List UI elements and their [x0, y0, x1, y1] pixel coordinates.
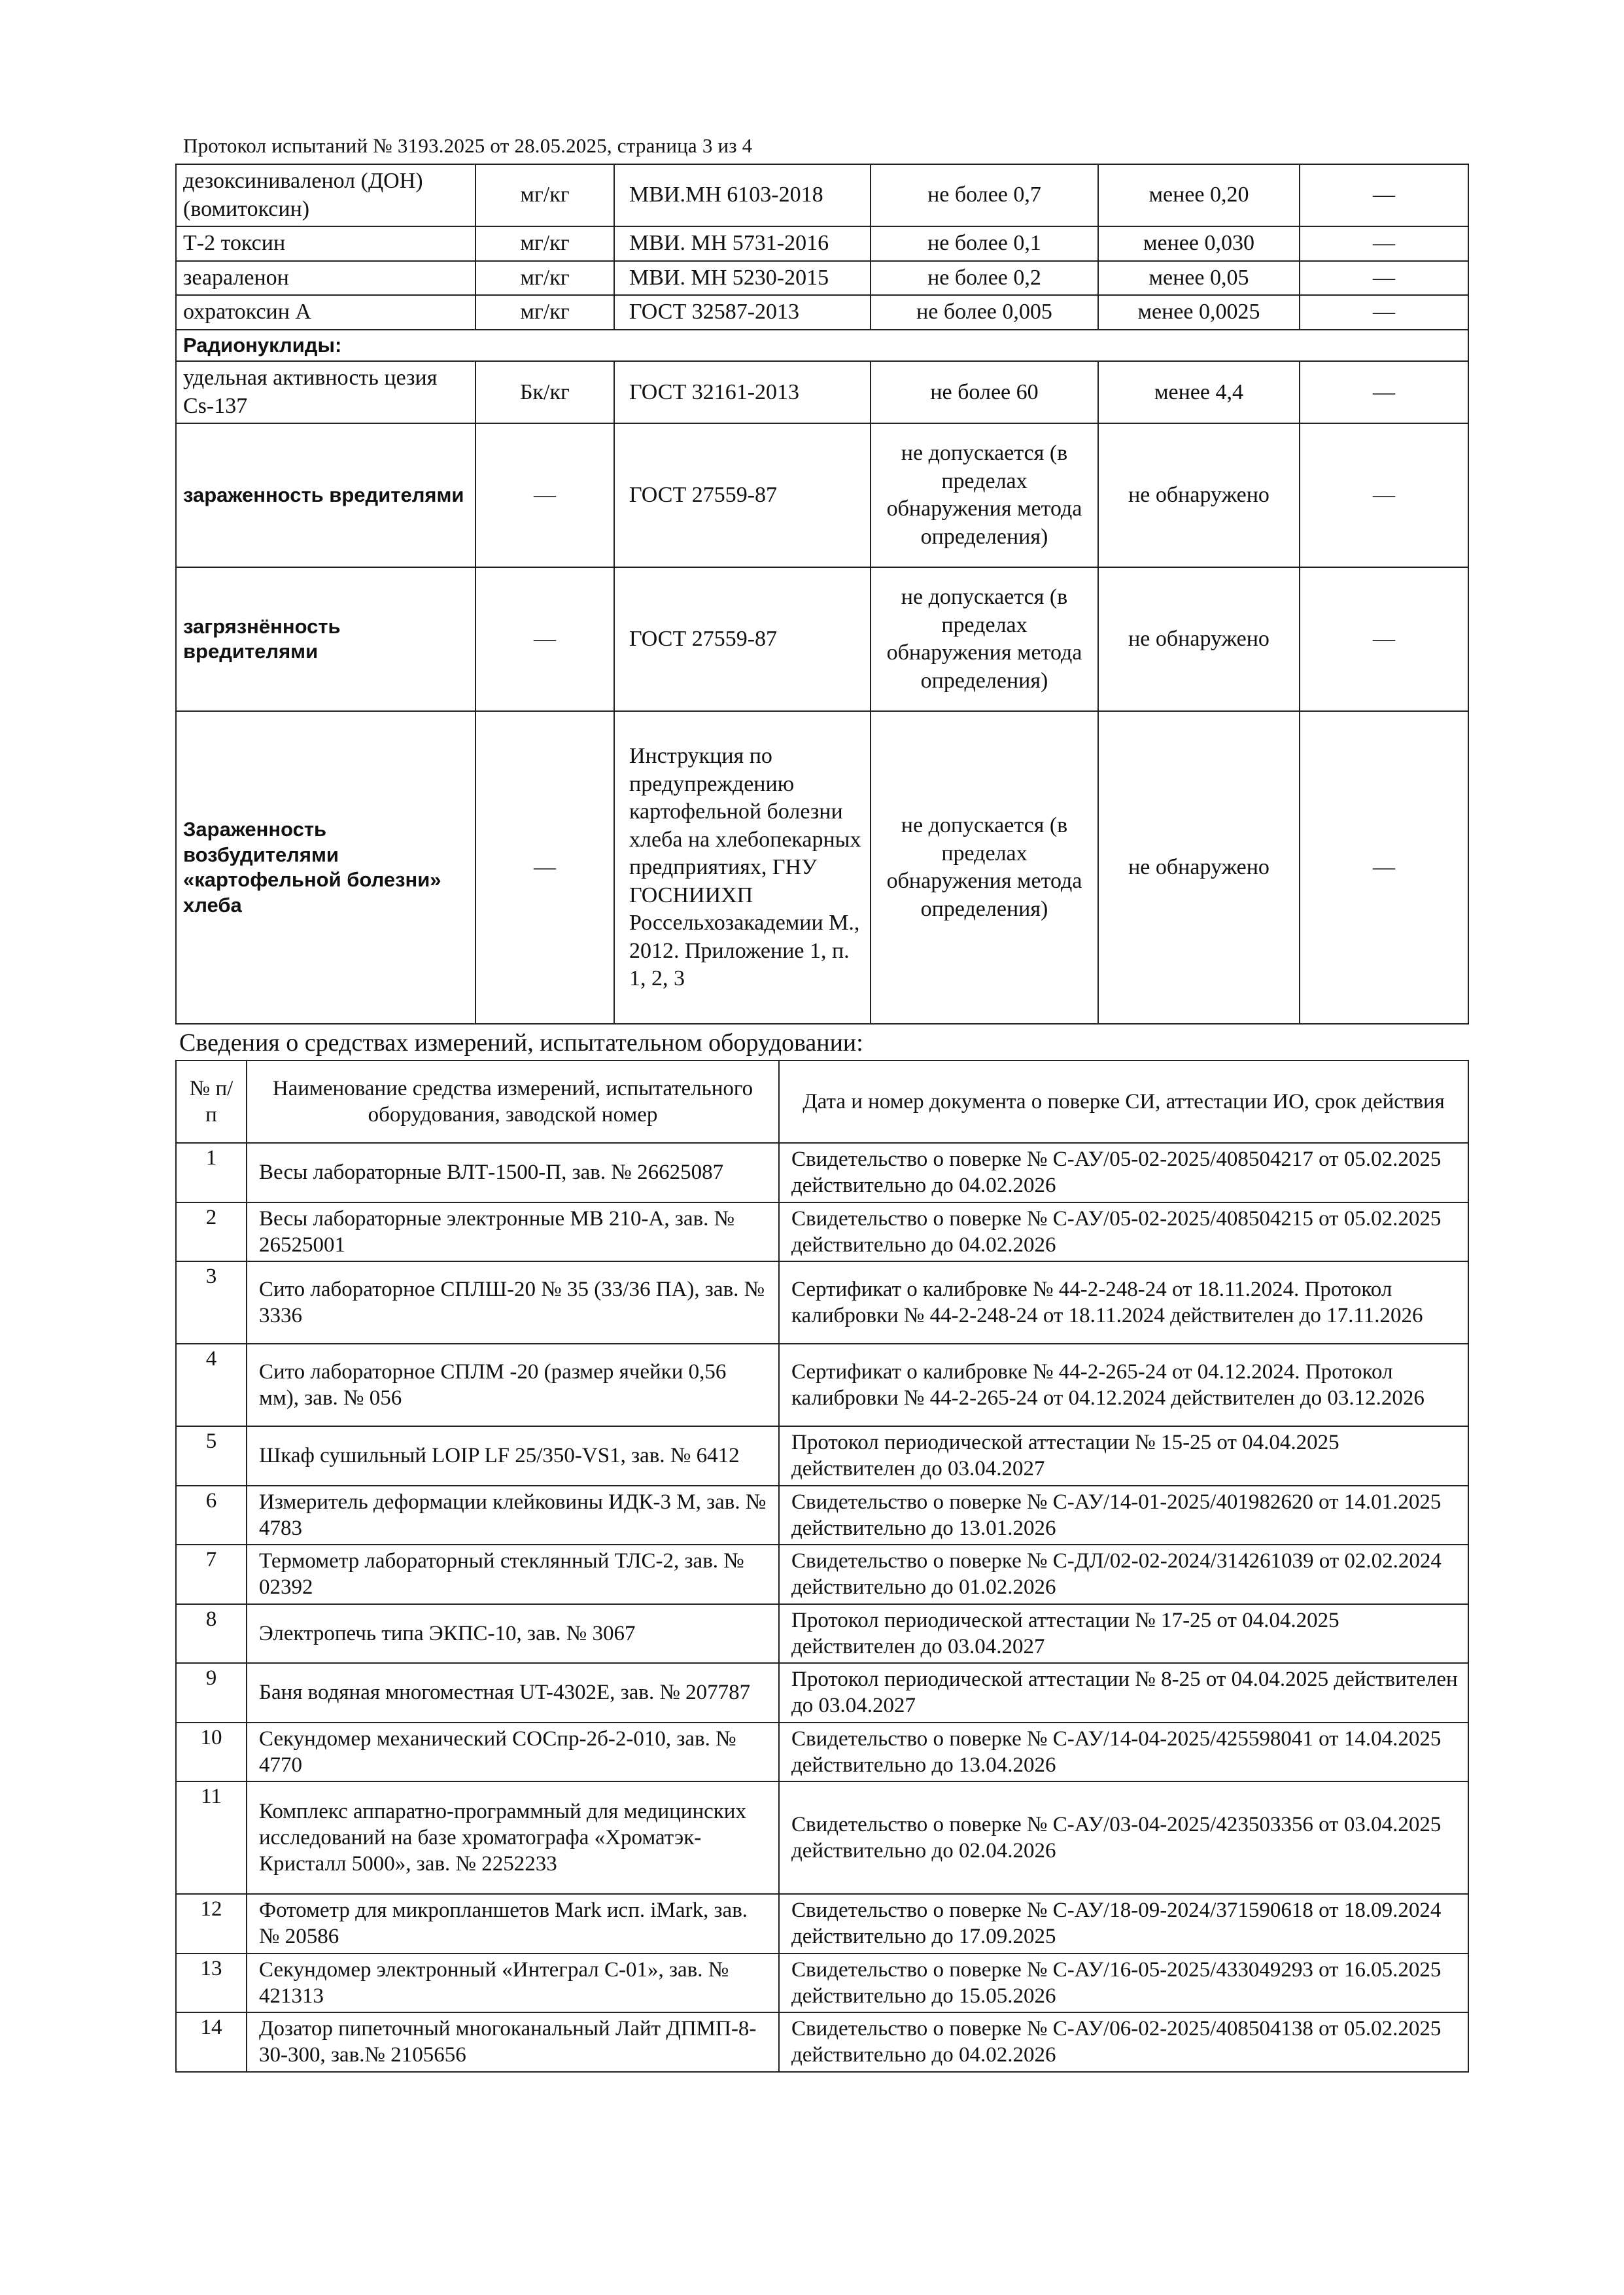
verification-doc: Свидетельство о поверке № С-ДЛ/02-02-2024/314261039 от 02.02.2024 действительно до 01.02.2026 [779, 1545, 1468, 1604]
method: МВИ. МН 5731-2016 [614, 226, 871, 261]
equipment-name: Весы лабораторные ВЛТ-1500-П, зав. № 26625087 [247, 1143, 779, 1202]
norm: не более 0,7 [871, 164, 1098, 226]
norm: не допускается (в пределах обнаружения метода определения) [871, 423, 1098, 567]
equipment-name: Секундомер механический СОСпр-2б-2-010, зав. № 4770 [247, 1723, 779, 1782]
table-row [176, 1486, 1468, 1545]
row-number: 4 [176, 1344, 247, 1426]
equipment-name: Электропечь типа ЭКПС-10, зав. № 3067 [247, 1604, 779, 1664]
verification-doc: Свидетельство о поверке № С-АУ/05-02-2025/408504217 от 05.02.2025 действительно до 04.02.2026 [779, 1143, 1468, 1202]
table-row [176, 1781, 1468, 1894]
header-doc: Дата и номер документа о поверке СИ, аттестации ИО, срок действия [779, 1060, 1468, 1143]
table-row [176, 1344, 1468, 1426]
unit: мг/кг [475, 295, 614, 330]
indicator-name: дезоксиниваленол (ДОН) (вомитоксин) [176, 164, 475, 226]
verification-doc: Свидетельство о поверке № С-АУ/14-01-2025/401982620 от 14.01.2025 действительно до 13.01.2026 [779, 1486, 1468, 1545]
verification-doc: Протокол периодической аттестации № 8-25 от 04.04.2025 действителен до 03.04.2027 [779, 1663, 1468, 1723]
verification-doc: Свидетельство о поверке № С-АУ/14-04-2025/425598041 от 14.04.2025 действительно до 13.04.2026 [779, 1723, 1468, 1782]
row-number: 9 [176, 1663, 247, 1723]
unit: — [475, 711, 614, 1024]
section-radionuclides: Радионуклиды: [176, 330, 1468, 362]
unit: Бк/кг [475, 361, 614, 423]
results-table [175, 164, 1469, 1025]
table-row [176, 1143, 1468, 1202]
dash: — [1300, 295, 1468, 330]
norm: не допускается (в пределах обнаружения метода определения) [871, 567, 1098, 711]
indicator-name: охратоксин А [176, 295, 475, 330]
header-name: Наименование средства измерений, испытательного оборудования, заводской номер [247, 1060, 779, 1143]
table-row [176, 295, 1468, 330]
verification-doc: Сертификат о калибровке № 44-2-265-24 от 04.12.2024. Протокол калибровки № 44-2-265-24 от 04.12.2024 действителен до 03.12.2026 [779, 1344, 1468, 1426]
dash: — [1300, 361, 1468, 423]
header-num: № п/п [176, 1060, 247, 1143]
result: менее 0,05 [1098, 261, 1300, 296]
table-row [176, 1723, 1468, 1782]
unit: — [475, 567, 614, 711]
dash: — [1300, 567, 1468, 711]
indicator-name: Т-2 токсин [176, 226, 475, 261]
norm: не более 0,005 [871, 295, 1098, 330]
verification-doc: Свидетельство о поверке № С-АУ/18-09-2024/371590618 от 18.09.2024 действительно до 17.09.2025 [779, 1894, 1468, 1953]
result: менее 4,4 [1098, 361, 1300, 423]
table-row [176, 1663, 1468, 1723]
table-row [176, 1604, 1468, 1664]
method: ГОСТ 27559-87 [614, 567, 871, 711]
dash: — [1300, 226, 1468, 261]
row-number: 1 [176, 1143, 247, 1202]
norm: не допускается (в пределах обнаружения метода определения) [871, 711, 1098, 1024]
result: менее 0,20 [1098, 164, 1300, 226]
method: Инструкция по предупреждению картофельной болезни хлеба на хлебопекарных предприятиях, ГНУ ГОСНИИХП Россельхозакадемии М., 2012. Приложение 1, п. 1, 2, 3 [614, 711, 871, 1024]
result: менее 0,0025 [1098, 295, 1300, 330]
indicator-name: Зараженность возбудителями «картофельной болезни» хлеба [176, 711, 475, 1024]
table-row [176, 1261, 1468, 1344]
equipment-table [175, 1060, 1469, 2073]
table-row [176, 261, 1468, 296]
dash: — [1300, 164, 1468, 226]
indicator-name: загрязнённость вредителями [176, 567, 475, 711]
unit: — [475, 423, 614, 567]
verification-doc: Свидетельство о поверке № С-АУ/03-04-2025/423503356 от 03.04.2025 действительно до 02.04.2026 [779, 1781, 1468, 1894]
equipment-name: Шкаф сушильный LOIP LF 25/350-VS1, зав. № 6412 [247, 1426, 779, 1486]
row-number: 6 [176, 1486, 247, 1545]
equipment-name: Сито лабораторное СПЛМ -20 (размер ячейки 0,56 мм), зав. № 056 [247, 1344, 779, 1426]
equipment-name: Секундомер электронный «Интеграл С-01», зав. № 421313 [247, 1953, 779, 2013]
row-number: 14 [176, 2012, 247, 2072]
equipment-name: Фотометр для микропланшетов Mark исп. iMark, зав. № 20586 [247, 1894, 779, 1953]
result: не обнаружено [1098, 711, 1300, 1024]
method: ГОСТ 32587-2013 [614, 295, 871, 330]
row-number: 10 [176, 1723, 247, 1782]
row-number: 5 [176, 1426, 247, 1486]
verification-doc: Свидетельство о поверке № С-АУ/16-05-2025/433049293 от 16.05.2025 действительно до 15.05.2026 [779, 1953, 1468, 2013]
table-row [176, 423, 1468, 567]
norm: не более 0,1 [871, 226, 1098, 261]
norm: не более 0,2 [871, 261, 1098, 296]
verification-doc: Свидетельство о поверке № С-АУ/06-02-2025/408504138 от 05.02.2025 действительно до 04.02.2026 [779, 2012, 1468, 2072]
indicator-name: зараженность вредителями [176, 423, 475, 567]
equipment-section-title: Сведения о средствах измерений, испытательном оборудовании: [179, 1029, 863, 1057]
method: МВИ.МН 6103-2018 [614, 164, 871, 226]
row-number: 11 [176, 1781, 247, 1894]
verification-doc: Свидетельство о поверке № С-АУ/05-02-2025/408504215 от 05.02.2025 действительно до 04.02.2026 [779, 1202, 1468, 1262]
unit: мг/кг [475, 164, 614, 226]
row-number: 3 [176, 1261, 247, 1344]
table-row [176, 1953, 1468, 2013]
table-row [176, 1894, 1468, 1953]
table-row [176, 1545, 1468, 1604]
result: не обнаружено [1098, 423, 1300, 567]
verification-doc: Сертификат о калибровке № 44-2-248-24 от 18.11.2024. Протокол калибровки № 44-2-248-24 от 18.11.2024 действителен до 17.11.2026 [779, 1261, 1468, 1344]
equipment-name: Комплекс аппаратно-программный для медицинских исследований на базе хроматографа «Хроматэк-Кристалл 5000», зав. № 2252233 [247, 1781, 779, 1894]
verification-doc: Протокол периодической аттестации № 17-25 от 04.04.2025 действителен до 03.04.2027 [779, 1604, 1468, 1664]
table-row [176, 2012, 1468, 2072]
row-number: 7 [176, 1545, 247, 1604]
row-number: 12 [176, 1894, 247, 1953]
section-row [176, 330, 1468, 362]
equipment-name: Баня водяная многоместная UT-4302E, зав. № 207787 [247, 1663, 779, 1723]
indicator-name: удельная активность цезия Cs-137 [176, 361, 475, 423]
method: МВИ. МН 5230-2015 [614, 261, 871, 296]
dash: — [1300, 711, 1468, 1024]
norm: не более 60 [871, 361, 1098, 423]
table-header-row [176, 1060, 1468, 1143]
method: ГОСТ 27559-87 [614, 423, 871, 567]
equipment-name: Весы лабораторные электронные МВ 210-А, зав. № 26525001 [247, 1202, 779, 1262]
row-number: 8 [176, 1604, 247, 1664]
dash: — [1300, 423, 1468, 567]
verification-doc: Протокол периодической аттестации № 15-25 от 04.04.2025 действителен до 03.04.2027 [779, 1426, 1468, 1486]
equipment-name: Термометр лабораторный стеклянный ТЛС-2, зав. № 02392 [247, 1545, 779, 1604]
page-header: Протокол испытаний № 3193.2025 от 28.05.2025, страница 3 из 4 [183, 134, 753, 157]
row-number: 2 [176, 1202, 247, 1262]
table-row [176, 567, 1468, 711]
row-number: 13 [176, 1953, 247, 2013]
method: ГОСТ 32161-2013 [614, 361, 871, 423]
indicator-name: зеараленон [176, 261, 475, 296]
unit: мг/кг [475, 261, 614, 296]
equipment-name: Дозатор пипеточный многоканальный Лайт ДПМП-8-30-300, зав.№ 2105656 [247, 2012, 779, 2072]
unit: мг/кг [475, 226, 614, 261]
table-row [176, 226, 1468, 261]
table-row [176, 1426, 1468, 1486]
result: менее 0,030 [1098, 226, 1300, 261]
result: не обнаружено [1098, 567, 1300, 711]
equipment-name: Измеритель деформации клейковины ИДК-3 М, зав. № 4783 [247, 1486, 779, 1545]
equipment-name: Сито лабораторное СПЛШ-20 № 35 (33/36 ПА), зав. № 3336 [247, 1261, 779, 1344]
table-row [176, 1202, 1468, 1262]
table-row [176, 711, 1468, 1024]
table-row [176, 361, 1468, 423]
dash: — [1300, 261, 1468, 296]
table-row [176, 164, 1468, 226]
